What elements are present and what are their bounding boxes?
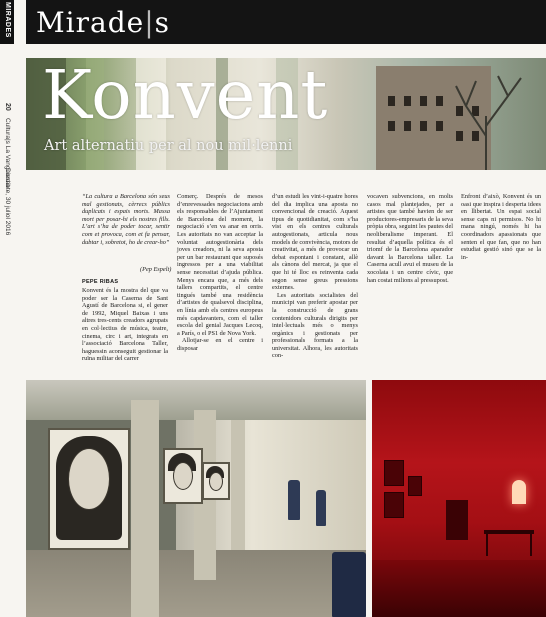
table-leg bbox=[486, 534, 488, 556]
article-column-5 bbox=[461, 193, 541, 261]
section-title-main: Mirade bbox=[36, 6, 145, 39]
table bbox=[484, 530, 534, 534]
section-name: Cultura|s La Vanguardia bbox=[4, 118, 11, 188]
pillar bbox=[231, 420, 245, 550]
portrait-painting bbox=[202, 462, 230, 500]
portrait-painting bbox=[163, 448, 203, 504]
article-column-3 bbox=[272, 193, 358, 360]
hanging-garment bbox=[316, 490, 326, 526]
issue-date: Dissabte, 30 juliol 2016 bbox=[4, 168, 11, 236]
subheadline: Art alternatiu per al nou mil·lenni bbox=[44, 138, 293, 154]
page-number: 20 bbox=[4, 103, 11, 111]
table-leg bbox=[530, 534, 532, 556]
section-title-end: s bbox=[154, 6, 171, 39]
wall-frame bbox=[408, 476, 422, 496]
section-tag: MIRADES bbox=[4, 2, 11, 38]
doorway bbox=[446, 500, 468, 540]
red-room-photo bbox=[372, 380, 546, 617]
pull-quote: “La cultura a Barcelona són seus mal gestionats, cèrrecs públics duplicats i espais morts. Massa mort per posar-hi els nostres fills. L’art s’ha de poder tocar, sentir com et provoca, com et fa pensar, dubtar i, sobretot, ho de crear-ho” bbox=[82, 193, 170, 246]
section-title-bar: | bbox=[144, 6, 155, 39]
paragraph: vocaven subvencions, en molts casos mal plantejades, per a artistes que també havien de ser productores-empresaris de la seva pròpia obra, seguint les pautes del neoliberalisme imperant. El resultat d’aquella política és el triomf de la Barcelona aparador davant la Barcelona taller. La Caserna acull avui el museu de la xocolata i un centre cívic, que han costat milions al pressupost. bbox=[367, 193, 453, 284]
folio-strip bbox=[0, 0, 14, 617]
tree-silhouette bbox=[436, 66, 536, 170]
paragraph: d’un estudi les vint-i-quatre hores del dia implica una aposta no convencional de creació. Aquest tipus de quotidianitat, com s’ha vist en els centres culturals autogestionats, articula nous models de convivència, motors de creativitat, a més de provocar un debat espontani i constant, allè als cànons del mercat, ja que el que hi té lloc es reinventa cada segon sense greus pressions externes. bbox=[272, 193, 358, 292]
pillar bbox=[131, 400, 159, 617]
hanging-garment bbox=[288, 480, 300, 520]
article-column-2 bbox=[177, 193, 263, 352]
gallery-photo bbox=[26, 380, 366, 617]
portrait-painting bbox=[48, 428, 130, 550]
wall-frame bbox=[384, 460, 404, 486]
wall-frame bbox=[384, 492, 404, 518]
headline: Konvent bbox=[42, 56, 329, 134]
visitor-silhouette bbox=[332, 552, 366, 617]
article-column-1 bbox=[82, 287, 168, 363]
floor bbox=[372, 560, 546, 617]
paragraph: Enfront d’això, Konvent és un oasi que inspira i desperta idees en llibertat. Un espai social sense caps ni permisos. No hi mana ningú, només hi ha coordinadors apassionats que senten el que fan, que no han estudiat gestió sinó que se la in- bbox=[461, 193, 541, 261]
paragraph: Les autoritats socialistes del municipi van preferir apostar per la construcció de grans contenidors culturals dirigits per intel·lectuals més o menys orgànics i gestionats per professionals formats a la universitat. Alhora, les autoritats con- bbox=[272, 291, 358, 360]
lit-window bbox=[512, 480, 526, 504]
paragraph: Allotjar-se en el centre i disposar bbox=[177, 337, 263, 352]
article-column-4 bbox=[367, 193, 453, 284]
paragraph: Konvent és la mostra del que va poder ser la Caserna de Sant Agustí de Barcelona si, el gener de 1992, Miquel Baixas i uns altres tres-cents creadors agrupats en col·lectius de música, teatre, cinema, circ i art, integrats en l’associació Barcelona Taller, haguessin aconseguit gestionar la ruïna militar del carrer bbox=[82, 287, 168, 363]
section-title bbox=[36, 6, 170, 39]
paragraph: Comerç. Després de mesos d’enrevessades negociacions amb els responsables de l’Ajuntament de Barcelona del moment, la negociació s’en va anar en orris. Les autoritats no van acceptar la voluntat autogestionària dels joves creadors, ni la seva aposta per un bar restaurant que suposés ingressos per a una viabilitat sense necessitat d’ajuda pública. Menys encara que, a més dels tallers compartits, el centre tingués també una residència d’artistes de qualsevol disciplina, en línia amb els centres europeus més capdavanters, com el taller escola del genial Jacques Lecoq, a París, o el PS1 de Nova York. bbox=[177, 193, 263, 337]
byline: PEPE RIBAS bbox=[82, 279, 119, 285]
quote-attribution: (Pep Espelt) bbox=[140, 266, 172, 273]
